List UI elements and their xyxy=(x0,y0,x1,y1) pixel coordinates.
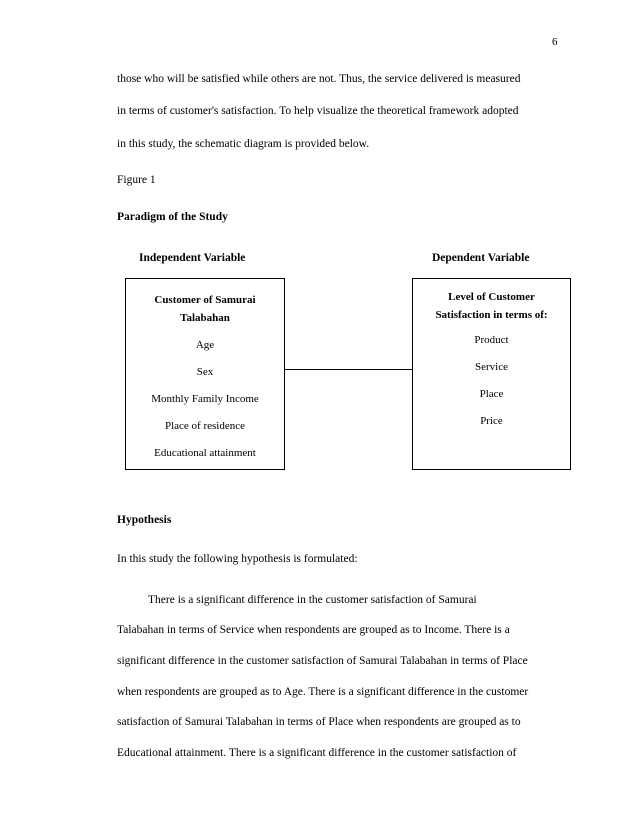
figure-label: Figure 1 xyxy=(117,174,156,186)
hypothesis-line: Talabahan in terms of Service when respondents are grouped as to Income. There is a xyxy=(117,624,510,636)
dependent-item: Service xyxy=(475,361,508,373)
independent-item: Place of residence xyxy=(164,420,245,432)
dependent-box-title: Level of Customer xyxy=(448,291,535,303)
page-number: 6 xyxy=(552,36,558,48)
dependent-item: Price xyxy=(480,415,503,427)
independent-item: Age xyxy=(195,339,215,351)
hypothesis-line: Educational attainment. There is a significant difference in the customer satisfaction of xyxy=(117,747,517,759)
hypothesis-line: There is a significant difference in the customer satisfaction of Samurai xyxy=(148,594,477,606)
independent-item: Monthly Family Income xyxy=(151,393,259,405)
paragraph-line: those who will be satisfied while others are not. Thus, the service delivered is measured xyxy=(117,73,521,85)
independent-item: Sex xyxy=(196,366,214,378)
dependent-variable-label: Dependent Variable xyxy=(432,252,530,264)
diagram-connector-line xyxy=(285,369,412,370)
dependent-item: Product xyxy=(474,334,509,346)
independent-box-title: Customer of Samurai xyxy=(154,294,256,306)
independent-item: Educational attainment xyxy=(154,447,256,459)
independent-box-title: Talabahan xyxy=(180,312,230,324)
hypothesis-line: satisfaction of Samurai Talabahan in terms of Place when respondents are grouped as to xyxy=(117,716,521,728)
figure-title: Paradigm of the Study xyxy=(117,211,228,223)
paragraph-line: in terms of customer's satisfaction. To help visualize the theoretical framework adopted xyxy=(117,105,519,117)
dependent-variable-box xyxy=(412,278,571,470)
hypothesis-line: significant difference in the customer satisfaction of Samurai Talabahan in terms of Place xyxy=(117,655,528,667)
independent-variable-box xyxy=(125,278,285,470)
hypothesis-line: when respondents are grouped as to Age. There is a significant difference in the customer xyxy=(117,686,529,698)
dependent-box-title: Satisfaction in terms of: xyxy=(435,309,548,321)
independent-variable-label: Independent Variable xyxy=(139,252,246,264)
dependent-item: Place xyxy=(479,388,504,400)
hypothesis-heading: Hypothesis xyxy=(117,514,172,526)
hypothesis-intro: In this study the following hypothesis is formulated: xyxy=(117,553,358,565)
paragraph-line: in this study, the schematic diagram is provided below. xyxy=(117,138,370,150)
